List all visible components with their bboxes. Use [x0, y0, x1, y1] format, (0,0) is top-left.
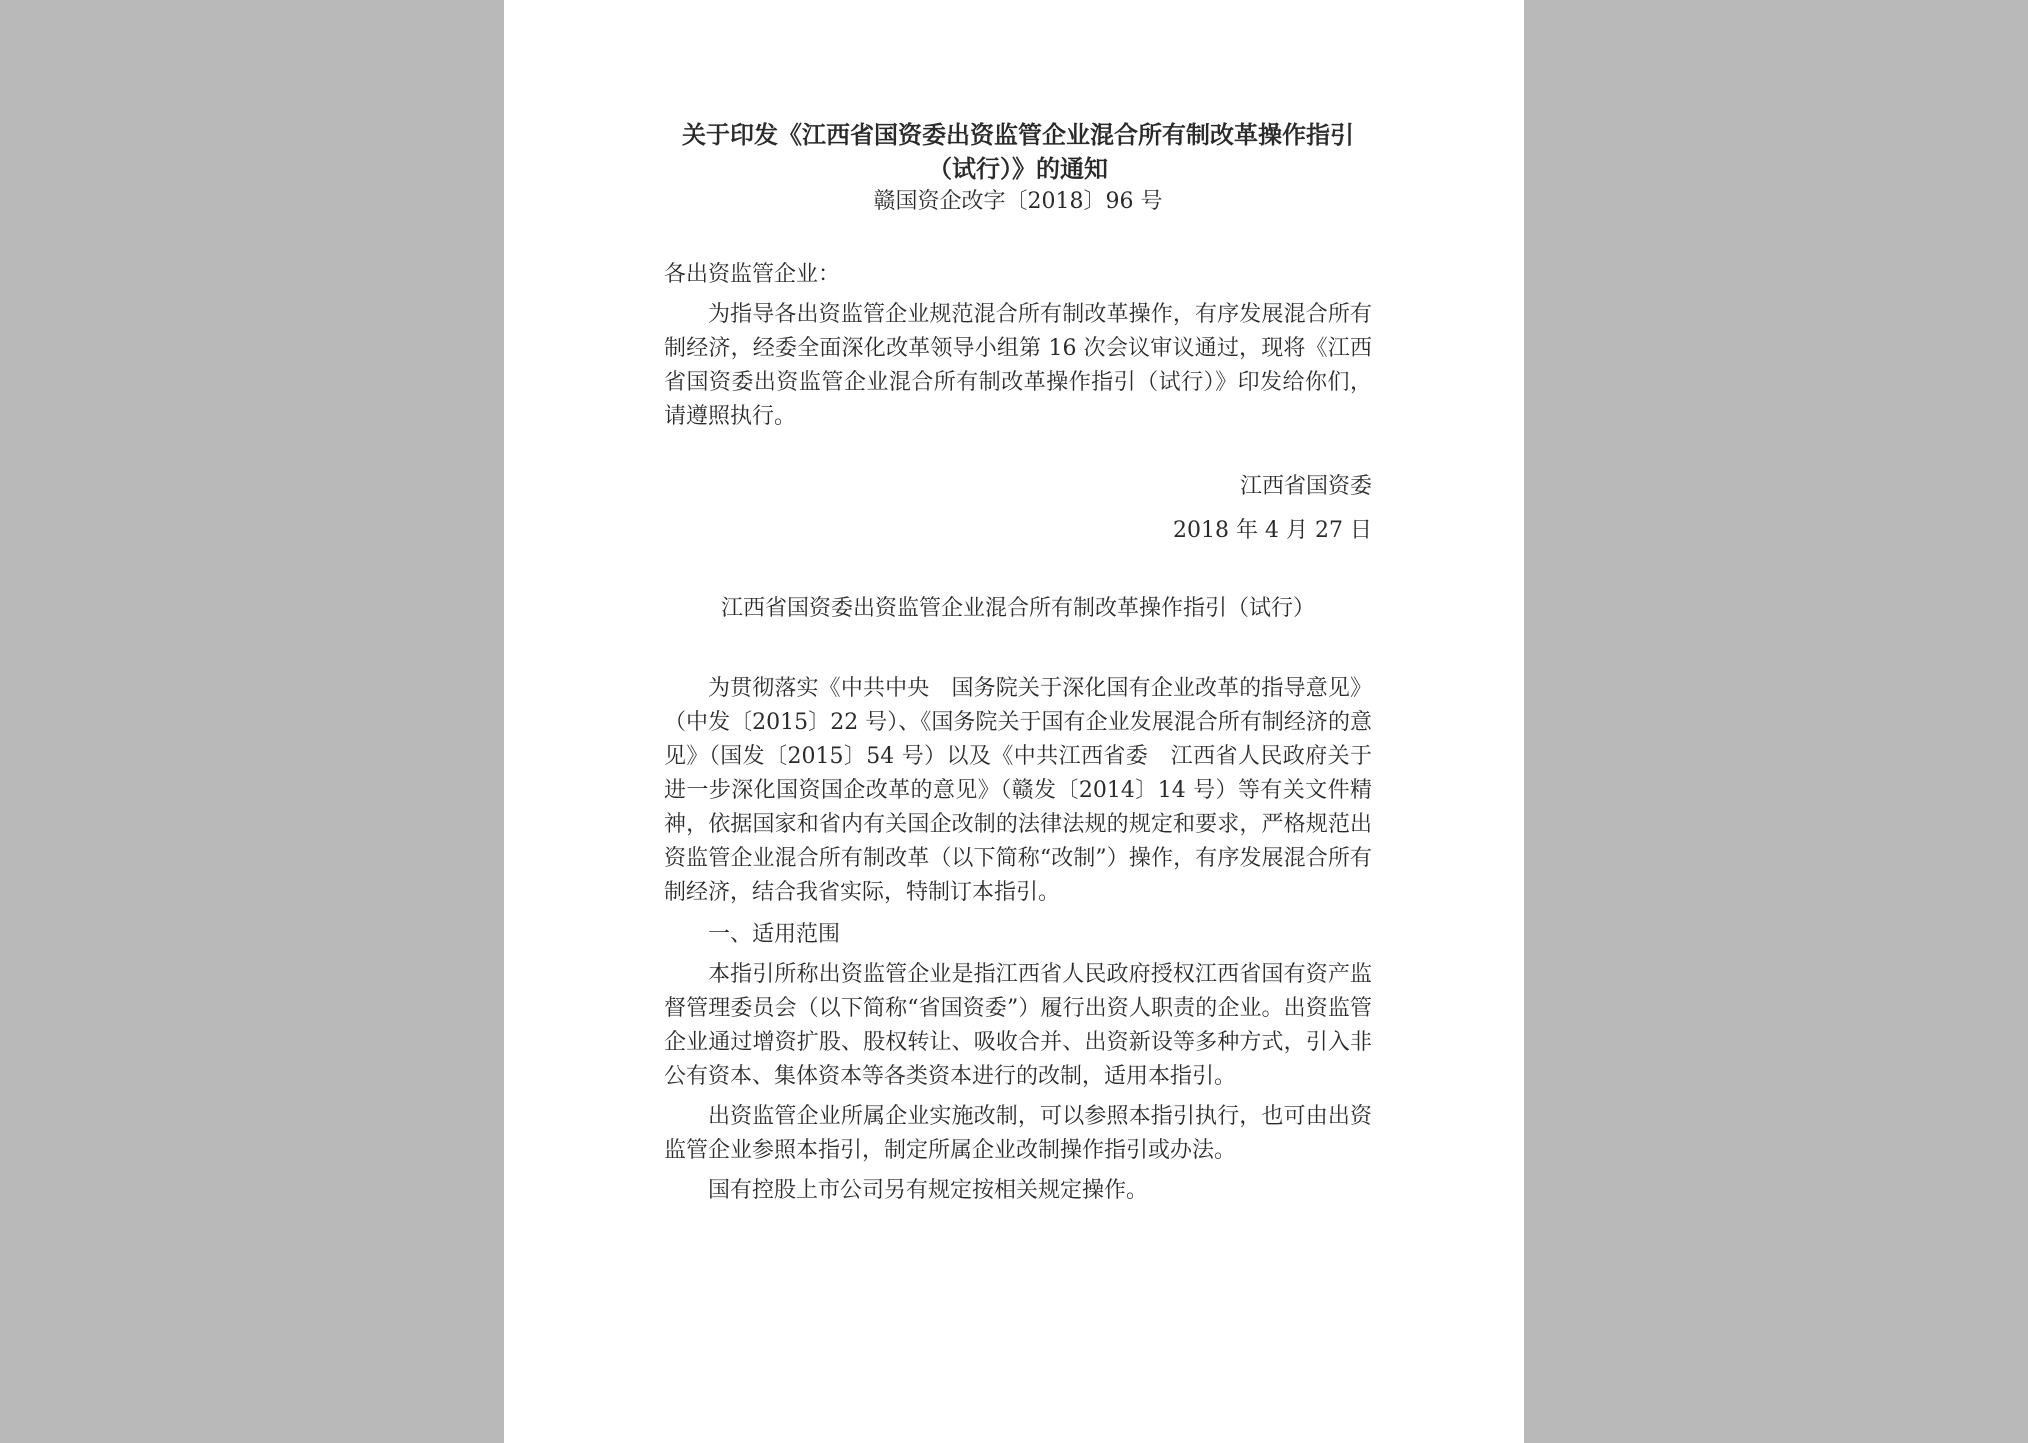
issue-date: 2018 年 4 月 27 日 — [1173, 518, 1372, 543]
scope-paragraph-1: 本指引所称出资监管企业是指江西省人民政府授权江西省国有资产监督管理委员会（以下简称“省国资委”）履行出资人职责的企业。出资监管企业通过增资扩股、股权转让、吸收合并、出资新设等多种方式，引入非公有资本、集体资本等各类资本进行的改制，适用本指引。 — [664, 962, 1372, 1089]
document-number: 赣国资企改字〔2018〕96 号 — [873, 189, 1163, 214]
notice-title — [664, 118, 1372, 186]
guideline-body — [664, 672, 1372, 1208]
page-content — [664, 118, 1372, 1208]
notice-title-line2: （试行）》的通知 — [928, 155, 1108, 183]
signer: 江西省国资委 — [1239, 474, 1372, 499]
attachment-title: 江西省国资委出资监管企业混合所有制改革操作指引（试行） — [720, 596, 1315, 621]
preamble-paragraph: 为贯彻落实《中共中央 国务院关于深化国有企业改革的指导意见》（中发〔2015〕22 号）、《国务院关于国有企业发展混合所有制经济的意见》（国发〔2015〕54 号）以及《中共江西省委 江西省人民政府关于进一步深化国资国企改革的意见》（赣发〔2014〕14 号）等有关文件精神，依据国家和省内有关国企改制的法律法规的规定和要求，严格规范出资监管企业混合所有制改革（以下简称“改制”）操作，有序发展混合所有制经济，结合我省实际，特制订本指引。 — [664, 676, 1372, 905]
intro-paragraph: 为指导各出资监管企业规范混合所有制改革操作，有序发展混合所有制经济，经委全面深化改革领导小组第 16 次会议审议通过，现将《江西省国资委出资监管企业混合所有制改革操作指引（试行）》印发给你们，请遵照执行。 — [664, 302, 1372, 429]
scope-paragraph-2: 出资监管企业所属企业实施改制，可以参照本指引执行，也可由出资监管企业参照本指引，制定所属企业改制操作指引或办法。 — [664, 1104, 1372, 1163]
section-heading-scope: 一、适用范围 — [708, 922, 841, 947]
scope-paragraph-3: 国有控股上市公司另有规定按相关规定操作。 — [708, 1178, 1149, 1203]
document-page — [504, 0, 1524, 1443]
notice-title-line1: 关于印发《江西省国资委出资监管企业混合所有制改革操作指引 — [682, 121, 1354, 149]
salutation: 各出资监管企业： — [664, 262, 841, 287]
